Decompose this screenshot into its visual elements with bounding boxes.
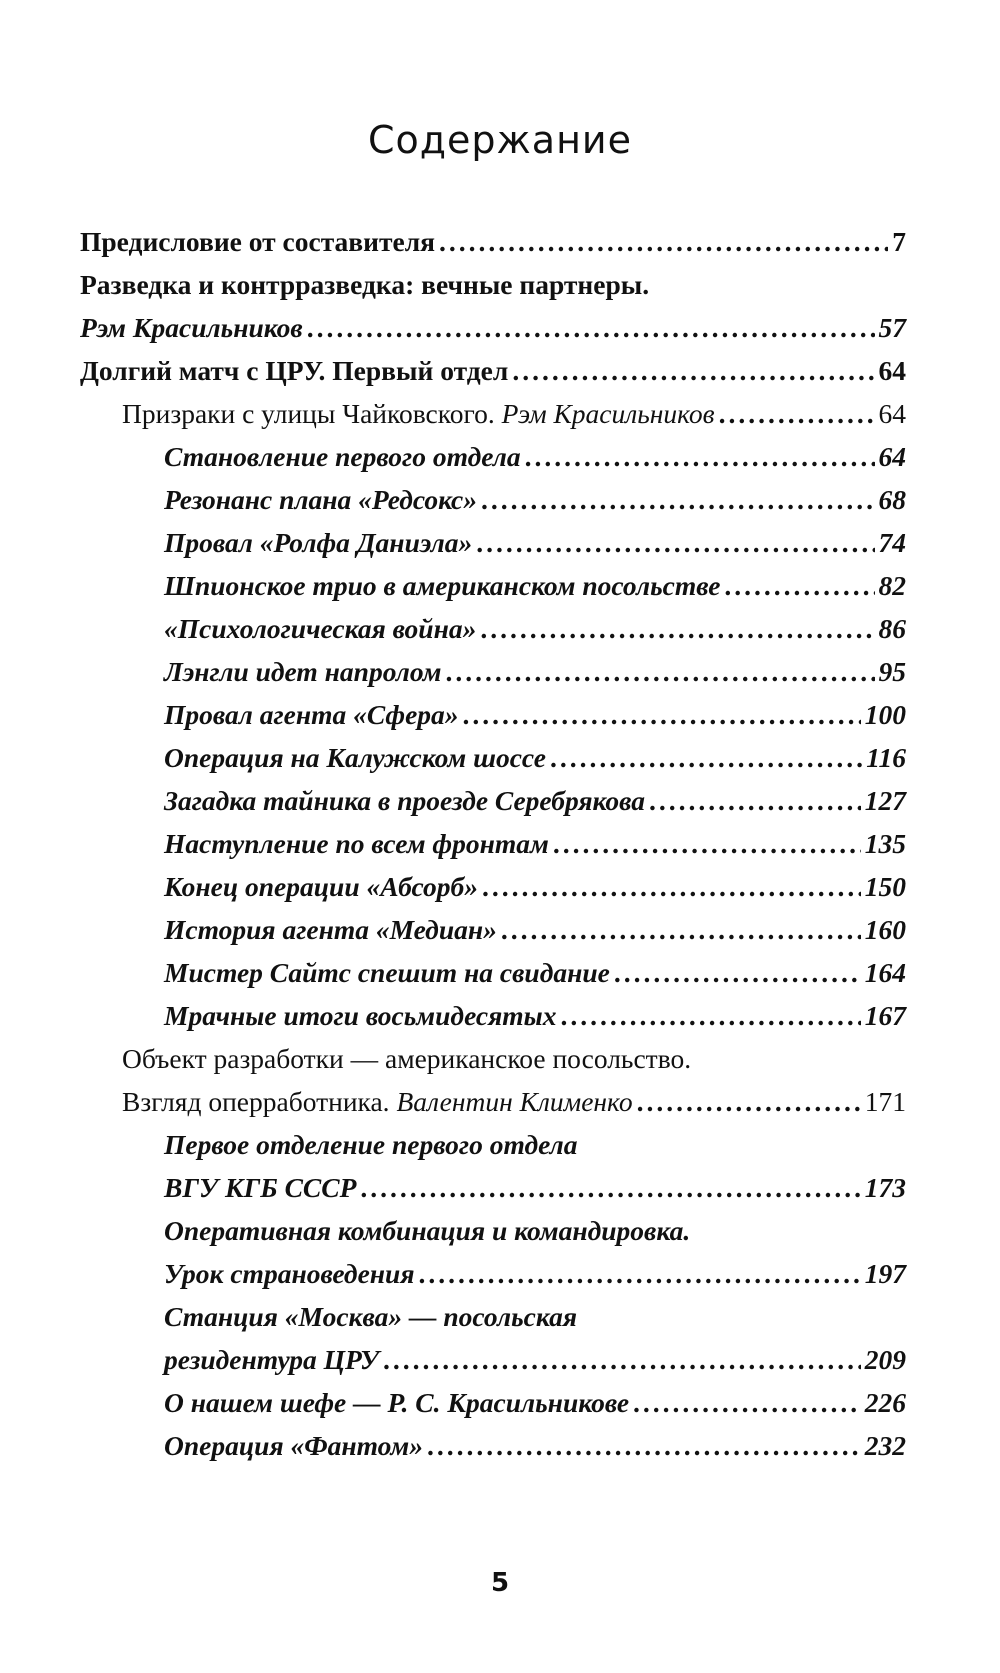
toc-page-number: 164: [864, 957, 906, 988]
toc-entry-title: Операция «Фантом»: [164, 1430, 423, 1461]
toc-page-number: 160: [864, 914, 906, 945]
leader-dots: [481, 480, 874, 520]
toc-entry: [164, 1125, 906, 1165]
toc-page-number: 209: [864, 1344, 906, 1375]
leader-dots: [553, 824, 861, 864]
leader-dots: [525, 437, 875, 477]
toc-entry-title: Разведка и контрразведка: вечные партнеры.: [80, 269, 650, 300]
toc-page-number: 64: [878, 398, 906, 429]
toc-entry-title: Становление первого отдела: [164, 441, 521, 472]
leader-dots: [633, 1383, 861, 1423]
toc-entry-preface: [80, 222, 906, 262]
toc-entry-intelligence: [80, 265, 906, 305]
toc-entry: [164, 738, 906, 778]
toc-entry: [164, 480, 906, 520]
toc-entry-title: Долгий матч с ЦРУ. Первый отдел: [80, 355, 509, 386]
toc-entry-title: Провал агента «Сфера»: [164, 699, 459, 730]
toc-entry: [164, 996, 906, 1036]
toc-entry-title: Загадка тайника в проезде Серебрякова: [164, 785, 646, 816]
toc-entry-long-match: [80, 351, 906, 391]
page-number: 5: [490, 1568, 510, 1598]
leader-dots: [512, 351, 874, 391]
toc-entry-title: Конец операции «Абсорб»: [164, 871, 479, 902]
leader-dots: [501, 910, 861, 950]
toc-entry-operative-view: [122, 1082, 906, 1122]
toc-page-number: 127: [864, 785, 906, 816]
page-title: Содержание: [368, 118, 632, 162]
toc-page-number: 173: [864, 1172, 906, 1203]
toc-entry-title: резидентура ЦРУ: [164, 1344, 380, 1375]
toc-entry: [164, 953, 906, 993]
toc-page-number: 226: [864, 1387, 906, 1418]
toc-entry: [164, 1168, 906, 1208]
leader-dots: [637, 1082, 861, 1122]
toc-entry: [164, 1426, 906, 1466]
leader-dots: [724, 566, 874, 606]
toc-entry: [164, 867, 906, 907]
leader-dots: [307, 308, 875, 348]
toc-entry-title: Рэм Красильников: [80, 312, 303, 343]
leader-dots: [360, 1168, 860, 1208]
toc-entry-title: Резонанс плана «Редсокс»: [164, 484, 478, 515]
leader-dots: [463, 695, 861, 735]
leader-dots: [427, 1426, 861, 1466]
toc-entry-ghosts: [122, 394, 906, 434]
toc-page-number: 135: [864, 828, 906, 859]
leader-dots: [383, 1340, 861, 1380]
toc-entry-title: Взгляд оперработника. Валентин Клименко: [122, 1086, 633, 1117]
toc-page-number: 116: [866, 742, 906, 773]
toc-entry: [164, 437, 906, 477]
toc-entry-title: Оперативная комбинация и командировка.: [164, 1215, 691, 1246]
toc-entry: [164, 1383, 906, 1423]
toc-entry-title: Наступление по всем фронтам: [164, 828, 549, 859]
toc-page-number: 197: [864, 1258, 906, 1289]
toc-entry: [164, 910, 906, 950]
toc-entry-title: «Психологическая война»: [164, 613, 477, 644]
toc-page-number: 150: [864, 871, 906, 902]
toc-entry-title: Урок страноведения: [164, 1258, 415, 1289]
toc-page-number: 82: [878, 570, 906, 601]
toc-page-number: 167: [864, 1000, 906, 1031]
toc-page-number: 74: [878, 527, 906, 558]
toc-entry-author-krasilnikov: [80, 308, 906, 348]
toc-entry-author: Валентин Клименко: [396, 1086, 633, 1117]
leader-dots: [719, 394, 875, 434]
toc-entry-title: Лэнгли идет напролом: [164, 656, 442, 687]
toc-page-number: 95: [878, 656, 906, 687]
toc-page-number: 64: [878, 441, 906, 472]
toc-entry-title: Провал «Ролфа Даниэла»: [164, 527, 473, 558]
toc-entry: [164, 652, 906, 692]
toc-page-number: 57: [878, 312, 906, 343]
toc-entry: [164, 824, 906, 864]
toc-entry-author: Рэм Красильников: [501, 398, 715, 429]
toc-entry: [164, 609, 906, 649]
toc-entry: [164, 1211, 906, 1251]
toc-entry: [164, 695, 906, 735]
leader-dots: [482, 867, 861, 907]
leader-dots: [445, 652, 874, 692]
leader-dots: [476, 523, 874, 563]
toc-entry-title: Объект разработки — американское посольство.: [122, 1043, 692, 1074]
toc-page-number: 7: [892, 226, 906, 257]
toc-entry-title: ВГУ КГБ СССР: [164, 1172, 357, 1203]
toc-page-number: 68: [878, 484, 906, 515]
leader-dots: [561, 996, 861, 1036]
toc-page-number: 100: [864, 699, 906, 730]
toc-entry: [164, 1254, 906, 1294]
leader-dots: [550, 738, 862, 778]
leader-dots: [649, 781, 861, 821]
toc-entry: [164, 566, 906, 606]
toc-entry-title: Предисловие от составителя: [80, 226, 436, 257]
toc-entry: [164, 1340, 906, 1380]
toc-entry-embassy: [122, 1039, 906, 1079]
leader-dots: [439, 222, 888, 262]
toc-page-number: 64: [878, 355, 906, 386]
toc-entry-title: Мистер Сайтс спешит на свидание: [164, 957, 610, 988]
toc-entry-title: О нашем шефе — Р. С. Красильникове: [164, 1387, 630, 1418]
leader-dots: [480, 609, 874, 649]
toc-entry-title: Станция «Москва» — посольская: [164, 1301, 578, 1332]
toc-entry-title: Первое отделение первого отдела: [164, 1129, 578, 1160]
toc-entry-title: Призраки с улицы Чайковского. Рэм Красильников: [122, 398, 715, 429]
toc-entry-title: История агента «Медиан»: [164, 914, 497, 945]
leader-dots: [419, 1254, 861, 1294]
toc-page-number: 171: [864, 1086, 906, 1117]
toc-entry-title: Шпионское трио в американском посольстве: [164, 570, 721, 601]
toc-entry: [164, 523, 906, 563]
toc-entry-title: Операция на Калужском шоссе: [164, 742, 546, 773]
toc-entry-title: Мрачные итоги восьмидесятых: [164, 1000, 557, 1031]
leader-dots: [614, 953, 861, 993]
toc-entry: [164, 781, 906, 821]
toc-page-number: 86: [878, 613, 906, 644]
toc-entry: [164, 1297, 906, 1337]
toc-page-number: 232: [864, 1430, 906, 1461]
